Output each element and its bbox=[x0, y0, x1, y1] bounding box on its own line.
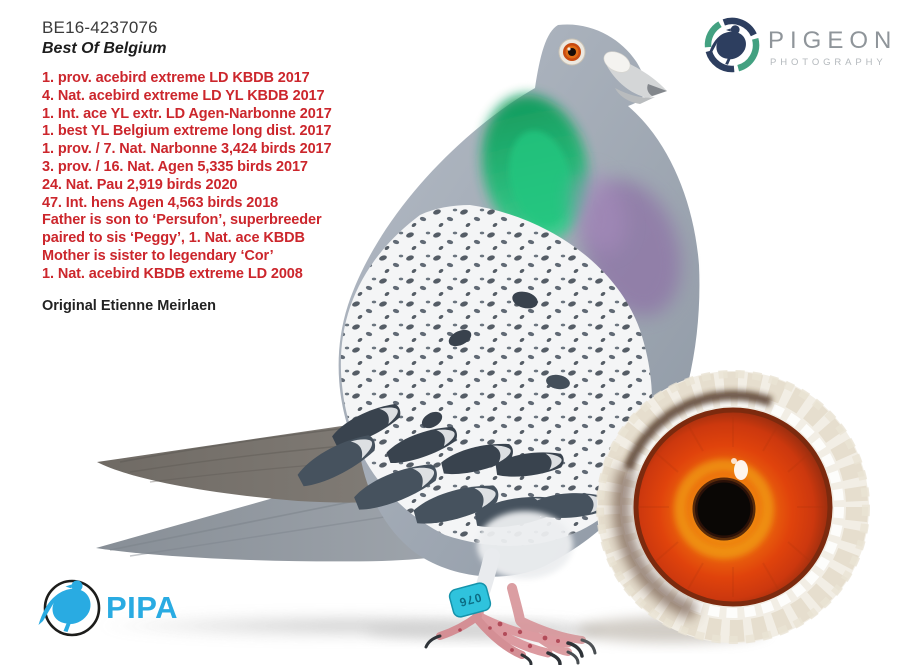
pipa-icon bbox=[34, 576, 110, 654]
pigeon-photography-icon bbox=[704, 17, 760, 73]
achievement-line: Mother is sister to legendary ‘Cor’ bbox=[42, 247, 274, 264]
leg-band bbox=[448, 582, 492, 619]
pipa-logo bbox=[34, 576, 224, 656]
achievement-line: 24. Nat. Pau 2,919 birds 2020 bbox=[42, 176, 238, 193]
pigeon-photography-title: PIGEON bbox=[768, 27, 898, 54]
achievement-line: 4. Nat. acebird extreme LD YL KBDB 2017 bbox=[42, 87, 325, 104]
achievement-line: 47. Int. hens Agen 4,563 birds 2018 bbox=[42, 194, 279, 211]
achievement-line: 1. prov. acebird extreme LD KBDB 2017 bbox=[42, 70, 310, 86]
achievement-line: 1. best YL Belgium extreme long dist. 2017 bbox=[42, 123, 332, 140]
pipa-label: PIPA bbox=[106, 590, 179, 625]
leg-band-number: 076 bbox=[457, 590, 483, 610]
bird-id-block bbox=[42, 18, 166, 58]
achievement-list bbox=[42, 70, 372, 284]
eye-pupil bbox=[695, 480, 753, 538]
achievement-line: Father is son to ‘Persufon’, superbreeder bbox=[42, 212, 322, 229]
origin-line: Original Etienne Meirlaen bbox=[42, 298, 217, 314]
achievement-line: 1. prov. / 7. Nat. Narbonne 3,424 birds 2017 bbox=[42, 141, 332, 158]
achievement-line: 1. Int. ace YL extr. LD Agen-Narbonne 2017 bbox=[42, 105, 332, 122]
bird-name: Best Of Belgium bbox=[42, 40, 167, 57]
achievement-line: 3. prov. / 16. Nat. Agen 5,335 birds 2017 bbox=[42, 158, 308, 175]
achievement-line: 1. Nat. acebird KBDB extreme LD 2008 bbox=[42, 265, 303, 282]
pigeon-photography-logo bbox=[704, 17, 898, 79]
ring-number: BE16-4237076 bbox=[42, 18, 158, 37]
pigeon-photography-subtitle: PHOTOGRAPHY bbox=[770, 57, 887, 68]
achievement-line: paired to sis ‘Peggy’, 1. Nat. ace KBDB bbox=[42, 230, 305, 247]
